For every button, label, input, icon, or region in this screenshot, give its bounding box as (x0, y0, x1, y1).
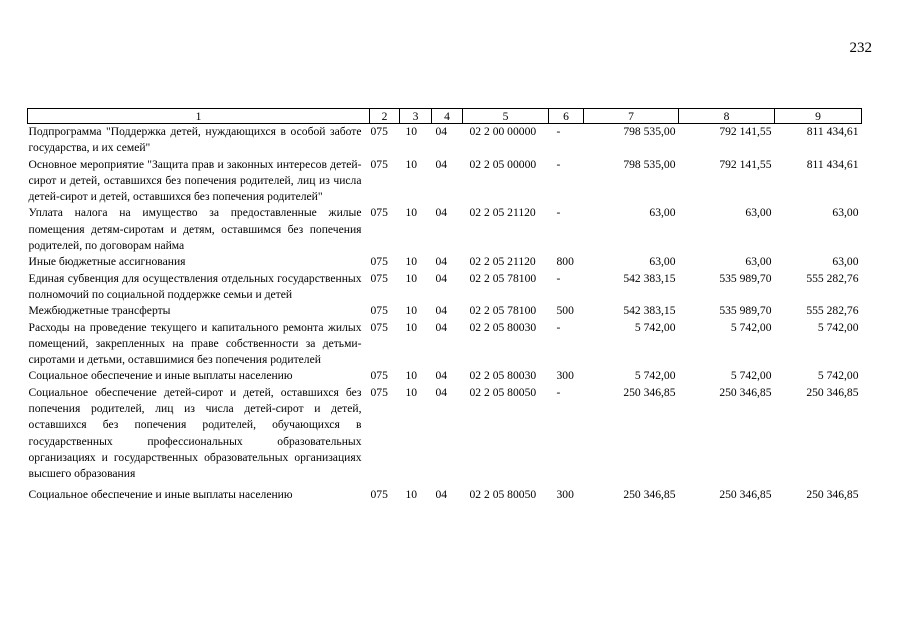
cell-amount-col8: 250 346,85 (719, 385, 772, 399)
row-name: Основное мероприятие "Защита прав и законных интересов детей-сирот и детей, оставшихся без попечения родителей, лиц из числа детей-сирот и детей, оставшихся без попечения родителей" (28, 157, 362, 204)
cell-subsection: 04 (435, 157, 448, 171)
cell-ministry-code: 075 (370, 125, 388, 138)
cell-amount-col7: 250 346,85 (623, 385, 676, 399)
cell-expense-type: - (556, 125, 561, 138)
cell-amount-col8: 250 346,85 (719, 487, 772, 501)
table-row (28, 254, 862, 270)
cell-amount-col8: 63,00 (745, 255, 772, 269)
cell-target-article: 02 2 00 00000 (469, 125, 537, 138)
table-row (28, 385, 862, 483)
table-row (28, 157, 862, 206)
cell-ministry-code: 075 (370, 385, 388, 399)
cell-ministry-code: 075 (370, 255, 388, 269)
cell-section: 10 (405, 125, 418, 138)
cell-section: 10 (405, 157, 418, 171)
cell-subsection: 04 (435, 271, 448, 285)
column-header: 9 (775, 109, 862, 124)
cell-amount-col9: 811 434,61 (806, 125, 859, 138)
cell-target-article: 02 2 05 80030 (469, 320, 537, 334)
cell-amount-col9: 5 742,00 (817, 320, 859, 334)
page-number: 232 (849, 40, 872, 56)
cell-ministry-code: 075 (370, 320, 388, 334)
cell-subsection: 04 (435, 304, 448, 318)
cell-amount-col8: 5 742,00 (730, 369, 772, 383)
cell-amount-col9: 811 434,61 (806, 157, 859, 171)
cell-target-article: 02 2 05 80050 (469, 487, 537, 501)
row-name: Социальное обеспечение и иные выплаты населению (28, 369, 293, 383)
cell-subsection: 04 (435, 487, 448, 501)
table-row (28, 205, 862, 254)
column-header: 5 (463, 109, 549, 124)
cell-amount-col8: 535 989,70 (719, 304, 772, 318)
budget-table (27, 108, 862, 503)
cell-section: 10 (405, 385, 418, 399)
row-name: Иные бюджетные ассигнования (28, 255, 186, 269)
cell-subsection: 04 (435, 320, 448, 334)
cell-ministry-code: 075 (370, 487, 388, 501)
cell-amount-col9: 63,00 (832, 206, 859, 220)
column-header: 6 (549, 109, 584, 124)
cell-amount-col8: 792 141,55 (719, 157, 772, 171)
cell-expense-type: - (556, 157, 561, 171)
cell-amount-col9: 555 282,76 (806, 271, 859, 285)
cell-expense-type: - (556, 271, 561, 285)
cell-amount-col9: 63,00 (832, 255, 859, 269)
column-header: 3 (400, 109, 432, 124)
cell-amount-col7: 5 742,00 (634, 320, 676, 334)
cell-target-article: 02 2 05 80050 (469, 385, 537, 399)
row-name: Расходы на проведение текущего и капитального ремонта жилых помещений, закрепленных на праве собственности за детьми-сиротами и детьми, оставшимися без попечения родителей (28, 320, 362, 367)
cell-amount-col9: 5 742,00 (817, 369, 859, 383)
cell-amount-col8: 792 141,55 (719, 125, 772, 138)
cell-subsection: 04 (435, 255, 448, 269)
cell-amount-col9: 555 282,76 (806, 304, 859, 318)
cell-target-article: 02 2 05 78100 (469, 304, 537, 318)
table-row (28, 271, 862, 304)
cell-target-article: 02 2 05 21120 (469, 255, 536, 269)
cell-amount-col7: 542 383,15 (623, 304, 676, 318)
cell-subsection: 04 (435, 206, 448, 220)
cell-subsection: 04 (435, 385, 448, 399)
table-row (28, 483, 862, 503)
column-header: 4 (432, 109, 463, 124)
cell-amount-col9: 250 346,85 (806, 487, 859, 501)
cell-subsection: 04 (435, 369, 448, 383)
table-row (28, 368, 862, 384)
row-name: Подпрограмма "Поддержка детей, нуждающихся в особой заботе государства, и их семей" (28, 125, 362, 155)
cell-amount-col8: 535 989,70 (719, 271, 772, 285)
cell-ministry-code: 075 (370, 369, 388, 383)
column-header: 2 (370, 109, 400, 124)
cell-ministry-code: 075 (370, 271, 388, 285)
cell-amount-col8: 63,00 (745, 206, 772, 220)
cell-section: 10 (405, 320, 418, 334)
cell-amount-col9: 250 346,85 (806, 385, 859, 399)
cell-section: 10 (405, 255, 418, 269)
cell-target-article: 02 2 05 78100 (469, 271, 537, 285)
cell-expense-type: - (556, 206, 561, 220)
cell-ministry-code: 075 (370, 304, 388, 318)
row-name: Социальное обеспечение детей-сирот и детей, оставшихся без попечения родителей, лиц из числа детей-сирот и детей, оставшихся без попечения родителей, обучающихся в государственных профессиональных образовательных организациях и государственных образовательных организациях высшего образования (28, 385, 362, 481)
column-header: 7 (584, 109, 679, 124)
cell-target-article: 02 2 05 80030 (469, 369, 537, 383)
cell-expense-type: - (556, 385, 561, 399)
cell-amount-col7: 250 346,85 (623, 487, 676, 501)
column-header: 8 (679, 109, 775, 124)
row-name: Социальное обеспечение и иные выплаты населению (28, 487, 293, 501)
cell-amount-col7: 798 535,00 (623, 157, 676, 171)
cell-amount-col7: 5 742,00 (634, 369, 676, 383)
cell-section: 10 (405, 369, 418, 383)
table-row (28, 124, 862, 157)
cell-section: 10 (405, 271, 418, 285)
cell-expense-type: 500 (556, 304, 574, 318)
cell-amount-col8: 5 742,00 (730, 320, 772, 334)
table-row (28, 320, 862, 369)
cell-amount-col7: 798 535,00 (623, 125, 676, 138)
cell-ministry-code: 075 (370, 157, 388, 171)
cell-ministry-code: 075 (370, 206, 388, 220)
column-header: 1 (28, 109, 370, 124)
table-row (28, 303, 862, 319)
cell-expense-type: 300 (556, 369, 574, 383)
row-name: Уплата налога на имущество за предоставленные жилые помещения детям-сиротам и детям, оставшимся без попечения родителей, по договорам найма (28, 206, 362, 253)
cell-amount-col7: 63,00 (649, 206, 676, 220)
cell-amount-col7: 63,00 (649, 255, 676, 269)
row-name: Единая субвенция для осуществления отдельных государственных полномочий по социальной поддержке семьи и детей (28, 271, 362, 301)
cell-section: 10 (405, 304, 418, 318)
cell-subsection: 04 (435, 125, 448, 138)
cell-expense-type: 800 (556, 255, 574, 269)
cell-expense-type: 300 (556, 487, 574, 501)
cell-target-article: 02 2 05 00000 (469, 157, 537, 171)
cell-section: 10 (405, 487, 418, 501)
cell-expense-type: - (556, 320, 561, 334)
cell-amount-col7: 542 383,15 (623, 271, 676, 285)
cell-target-article: 02 2 05 21120 (469, 206, 536, 220)
cell-section: 10 (405, 206, 418, 220)
row-name: Межбюджетные трансферты (28, 304, 171, 318)
header-row (28, 109, 862, 124)
